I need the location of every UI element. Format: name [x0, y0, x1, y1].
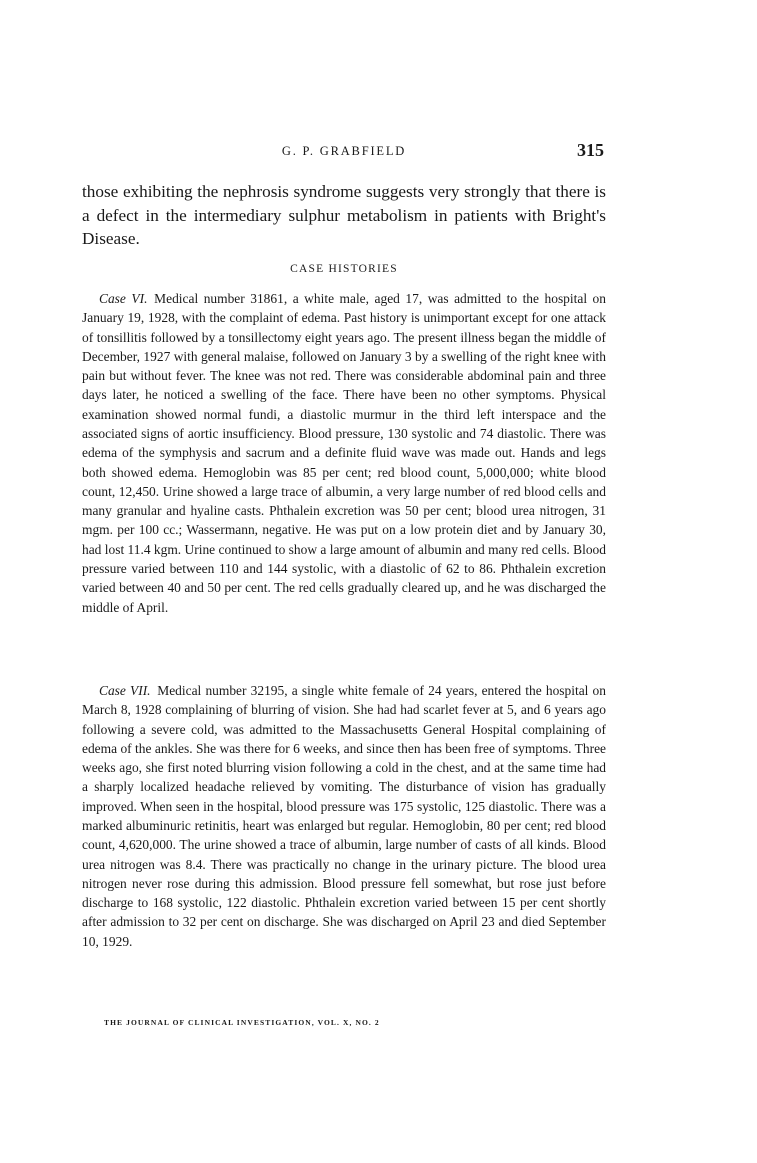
journal-footer: THE JOURNAL OF CLINICAL INVESTIGATION, VOL. X, NO. 2: [104, 1018, 380, 1027]
case-vi-label: Case VI.: [99, 291, 148, 306]
case-vi-text: Medical number 31861, a white male, aged 17, was admitted to the hospital on January 19, 1928, with the complaint of edema. Past history is unimportant except for one attack of tonsillitis followed by a tonsillectomy eight years ago. The present illness began the middle of December, 1927 with general malaise, followed on January 3 by a swelling of the right knee with pain but without fever. The knee was not red. There was considerable abdominal pain and three days later, he noticed a swelling of the face. There have been no other symptoms. Physical examination showed normal fundi, a diastolic murmur in the third left interspace and the associated signs of aortic insufficiency. Blood pressure, 130 systolic and 74 diastolic. There was edema of the symphysis and sacrum and a definite fluid wave was made out. Hands and legs both showed edema. Hemoglobin was 85 per cent; red blood count, 5,000,000; white blood count, 12,450. Urine showed a large trace of albumin, a very large number of red blood cells and many granular and hyaline casts. Phthalein excretion was 50 per cent; blood urea nitrogen, 31 mgm. per 100 cc.; Wassermann, negative. He was put on a low protein diet and by January 30, had lost 11.4 kgm. Urine continued to show a large amount of albumin and many red cells. Blood pressure varied between 110 and 144 systolic, with a diastolic of 62 to 86. Phthalein excretion varied between 40 and 50 per cent. The red cells gradually cleared up, and he was discharged the middle of April.: [82, 291, 606, 615]
case-vii-label: Case VII.: [99, 683, 151, 698]
page-number: 315: [577, 140, 604, 160]
section-heading-case-histories: CASE HISTORIES: [290, 263, 398, 275]
case-vi-paragraph: [82, 289, 606, 617]
running-head-author: G. P. GRABFIELD: [281, 144, 407, 158]
case-vii-text: Medical number 32195, a single white female of 24 years, entered the hospital on March 8, 1928 complaining of blurring of vision. She had had scarlet fever at 5, and 6 years ago following a severe cold, was admitted to the Massachusetts General Hospital complaining of edema of the ankles. She was there for 6 weeks, and since then has been free of symptoms. Three weeks ago, she first noted blurring vision following a cold in the chest, and at the same time had a sharply localized headache relieved by vomiting. The disturbance of vision has gradually improved. When seen in the hospital, blood pressure was 175 systolic, 125 diastolic. There was a marked albuminuric retinitis, heart was enlarged but regular. Hemoglobin, 80 per cent; red blood count, 4,620,000. The urine showed a trace of albumin, large number of casts of all kinds. Blood urea nitrogen was 8.4. There was practically no change in the urinary picture. The blood urea nitrogen never rose during this admission. Blood pressure fell somewhat, but rose just before discharge to 168 systolic, 122 diastolic. Phthalein excretion varied between 15 per cent shortly after admission to 32 per cent on discharge. She was discharged on April 23 and died September 10, 1929.: [82, 683, 606, 949]
running-head: [82, 140, 606, 164]
lead-paragraph: those exhibiting the nephrosis syndrome suggests very strongly that there is a defect in the intermediary sulphur metabolism in patients with Bright's Disease.: [82, 182, 606, 248]
case-vii-paragraph: [82, 681, 606, 951]
